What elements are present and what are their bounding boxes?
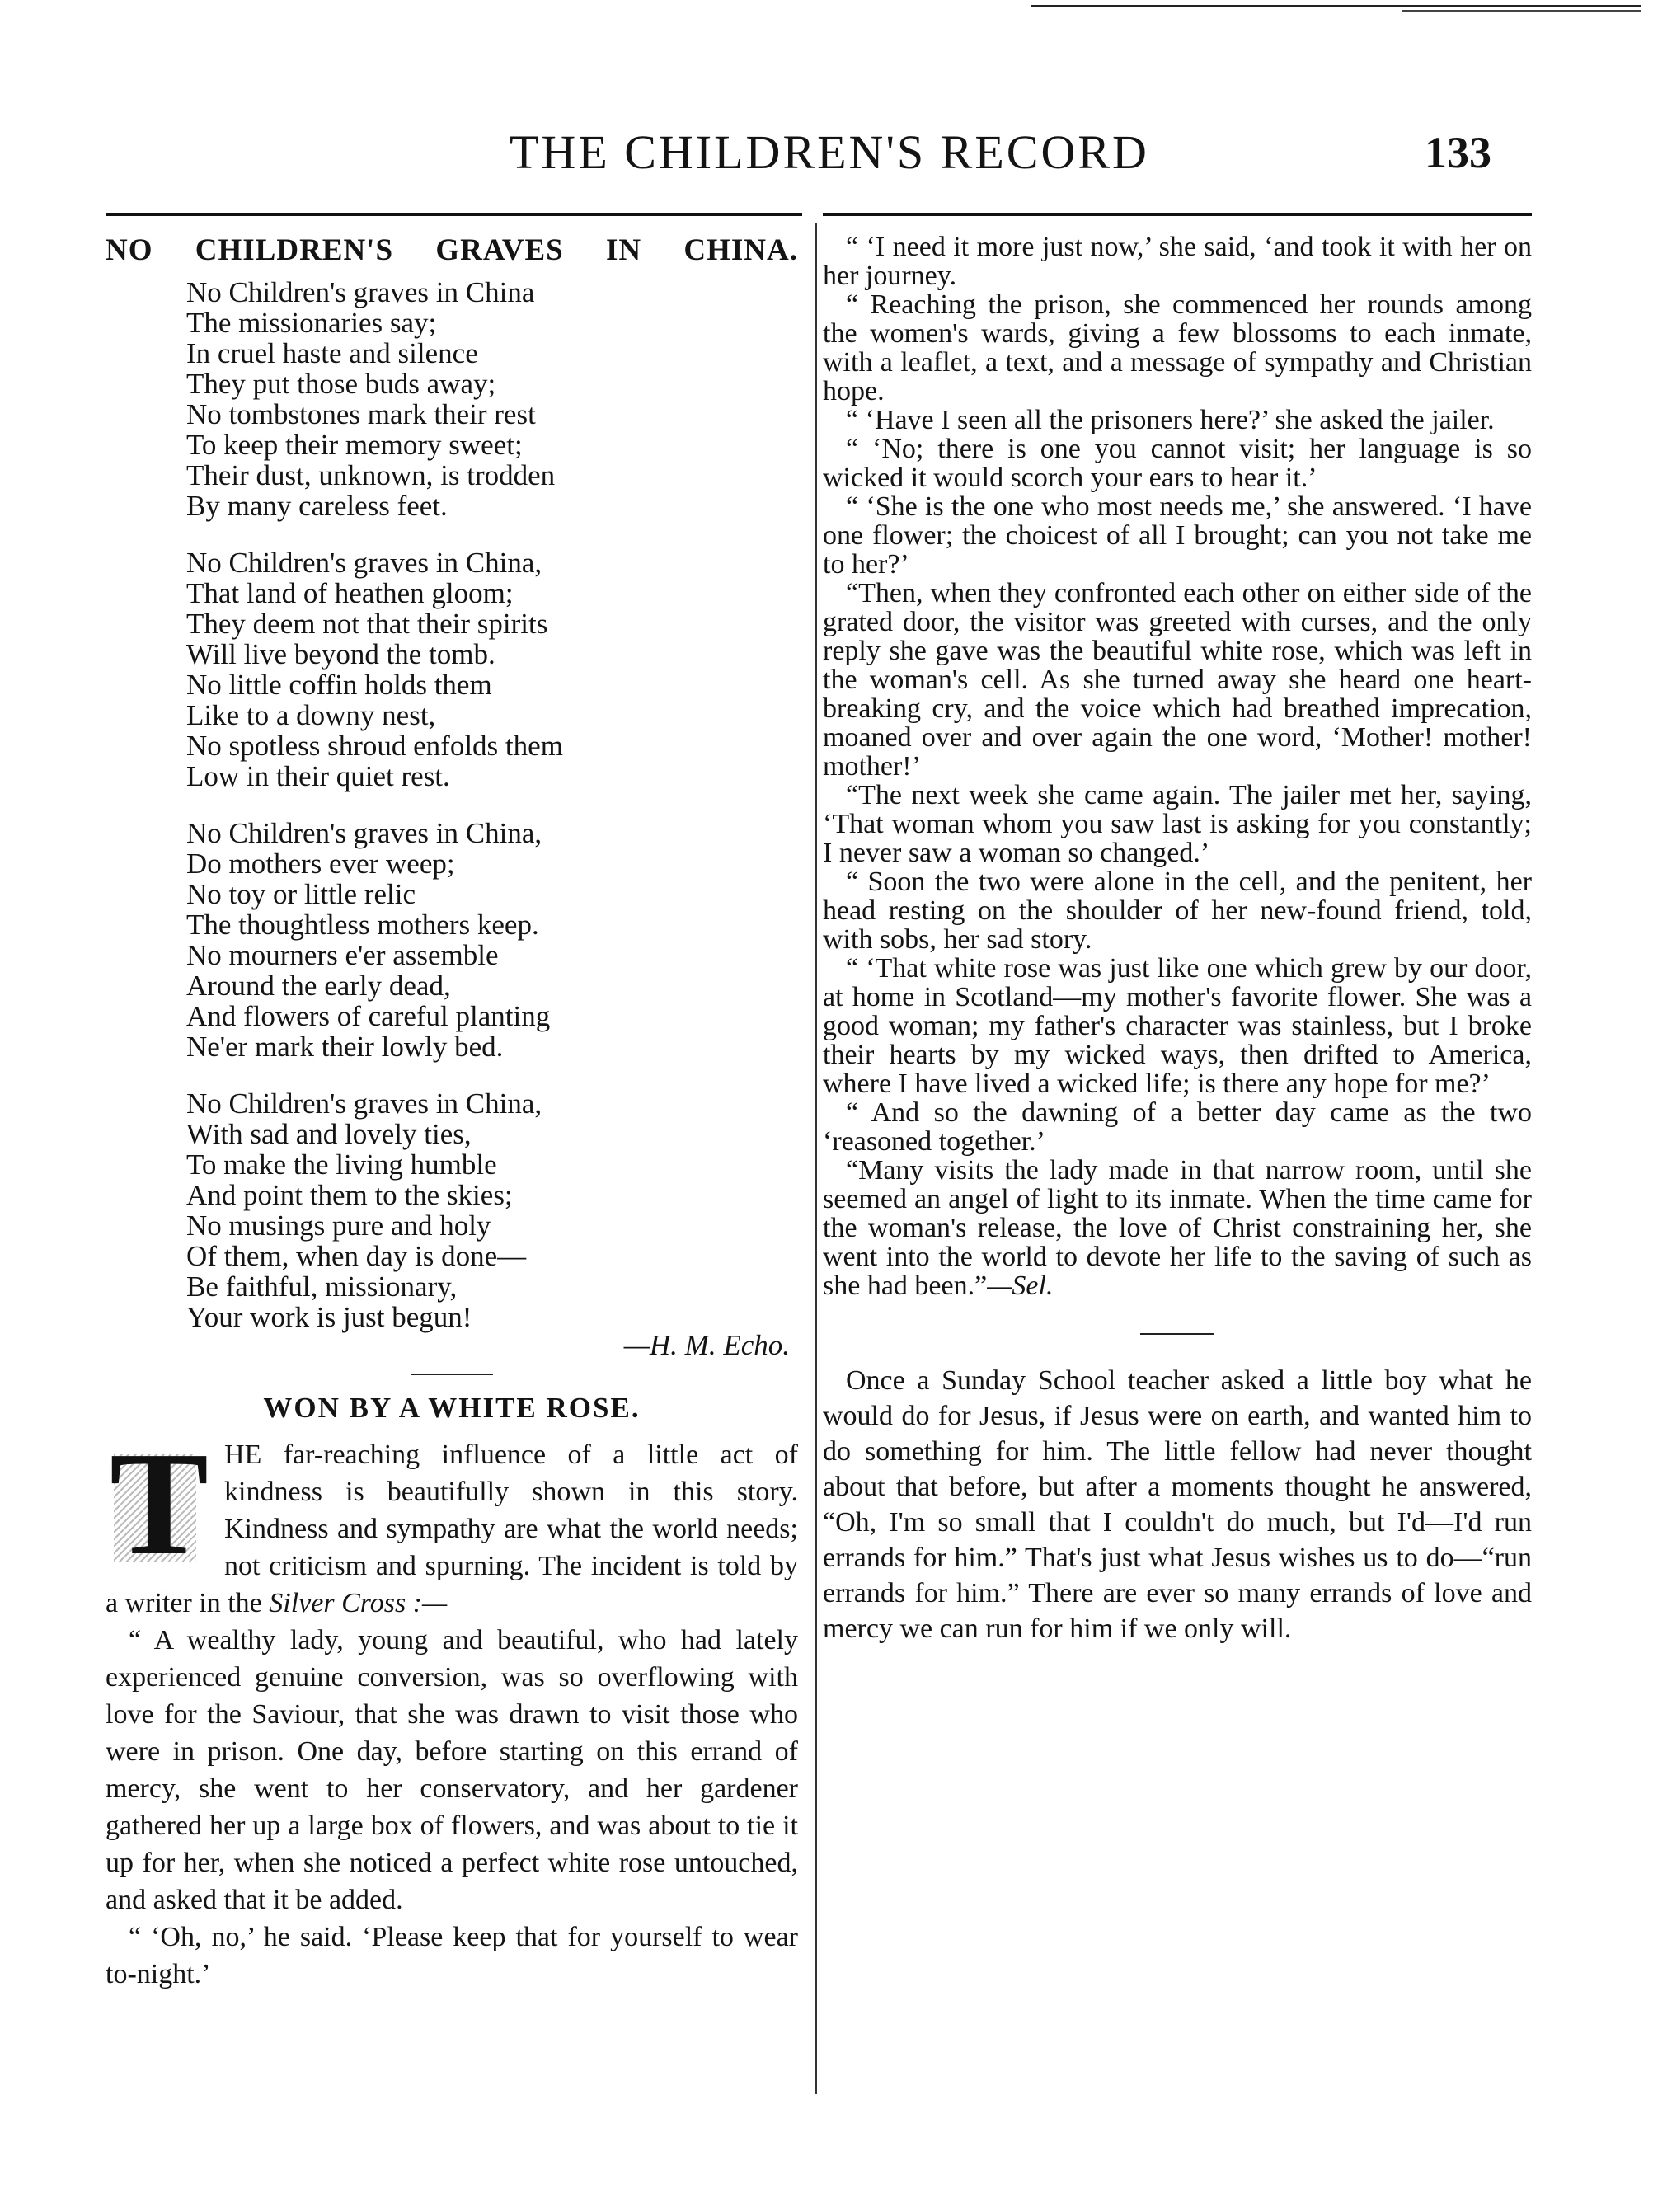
story-paragraph: “ Soon the two were alone in the cell, and the penitent, her head resting on the shoulder of her new-found friend, told, with sobs, her sad story. bbox=[823, 866, 1532, 955]
story-right-paragraphs bbox=[823, 232, 1532, 1300]
poem-line: In cruel haste and silence bbox=[186, 337, 478, 369]
poem-line: With sad and lovely ties, bbox=[186, 1118, 472, 1150]
poem-line: Ne'er mark their lowly bed. bbox=[186, 1031, 504, 1063]
section-rule bbox=[411, 1374, 493, 1375]
final-story-paragraph bbox=[823, 1156, 1532, 1300]
right-column bbox=[823, 232, 1532, 1646]
poem-line: By many careless feet. bbox=[186, 490, 448, 522]
story-paragraph: “ ‘That white rose was just like one which grew by our door, at home in Scotland—my mother's favorite flower. She was a good woman; my father's character was stainless, but I broke their hearts by my wicked ways, then drifted to America, where I have lived a wicked life; is there any hope for me?’ bbox=[823, 953, 1532, 1099]
story-paragraph: “ ‘No; there is one you cannot visit; her language is so wicked it would scorch your ears to hear it.’ bbox=[823, 434, 1532, 493]
story-paragraph: “ And so the dawning of a better day came as the two ‘reasoned together.’ bbox=[823, 1097, 1532, 1157]
poem-line: Low in their quiet rest. bbox=[186, 760, 450, 792]
poem-line: Their dust, unknown, is trodden bbox=[186, 459, 556, 491]
story-left-paragraphs bbox=[106, 1622, 798, 1993]
poem-stanza bbox=[186, 547, 798, 791]
source-name: Silver Cross :— bbox=[269, 1588, 448, 1618]
poem-line: No spotless shroud enfolds them bbox=[186, 730, 563, 762]
poem-line: Do mothers ever weep; bbox=[186, 848, 455, 880]
poem-line: Around the early dead, bbox=[186, 970, 451, 1002]
poem-title: NO CHILDREN'S GRAVES IN CHINA. bbox=[106, 233, 798, 267]
story-paragraph: “ ‘She is the one who most needs me,’ she answered. ‘I have one flower; the choicest of all I brought; can you not take me to her?’ bbox=[823, 491, 1532, 580]
story-paragraph: “Many visits the lady made in that narrow room, until she seemed an angel of light to its inmate. When the time came for the woman's release, the love of Christ constraining her, she went into the world to devote her life to the saving of such as she had been.” bbox=[823, 1155, 1532, 1301]
running-title: THE CHILDREN'S RECORD bbox=[510, 125, 1149, 179]
poem-line: No musings pure and holy bbox=[186, 1209, 491, 1242]
header-rule-right bbox=[823, 213, 1532, 216]
source-credit: —Sel. bbox=[987, 1270, 1054, 1301]
header-rule-left bbox=[106, 213, 802, 216]
poem-line: Of them, when day is done— bbox=[186, 1240, 527, 1272]
story-paragraph: “ ‘Oh, no,’ he said. ‘Please keep that for yourself to wear to-night.’ bbox=[106, 1922, 798, 1989]
poem bbox=[186, 277, 798, 1332]
closing-rule bbox=[1140, 1333, 1214, 1335]
page-header bbox=[0, 124, 1653, 190]
poem-line: No Children's graves in China, bbox=[186, 1087, 542, 1120]
poem-line: That land of heathen gloom; bbox=[186, 577, 514, 609]
story-paragraph: “The next week she came again. The jailer met her, saying, ‘That woman whom you saw last is asking for you constantly; I never saw a woman so changed.’ bbox=[823, 780, 1532, 868]
poem-line: Will live beyond the tomb. bbox=[186, 638, 495, 670]
poem-line: No mourners e'er assemble bbox=[186, 939, 499, 971]
story-paragraph: “ ‘Have I seen all the prisoners here?’ she asked the jailer. bbox=[846, 405, 1495, 435]
poem-line: No tombstones mark their rest bbox=[186, 398, 536, 430]
poem-line: They put those buds away; bbox=[186, 368, 496, 400]
poem-line: They deem not that their spirits bbox=[186, 608, 548, 640]
poem-line: The missionaries say; bbox=[186, 307, 437, 339]
poem-line: To keep their memory sweet; bbox=[186, 429, 523, 461]
poem-line: And flowers of careful planting bbox=[186, 1000, 551, 1032]
poem-line: Your work is just begun! bbox=[186, 1301, 472, 1333]
top-edge-rule bbox=[1031, 5, 1641, 7]
poem-line: Be faithful, missionary, bbox=[186, 1270, 458, 1303]
closing-paragraph: Once a Sunday School teacher asked a little boy what he would do for Jesus, if Jesus were on earth, and wanted him to do something for him. The little fellow had never thought about that before, but after a moments thought he answered, “Oh, I'm so small that I couldn't do much, but I'd—I'd run errands for him.” That's just what Jesus wishes us to do—“run errands for him.” There are ever so many errands of love and mercy we can run for him if we only will. bbox=[823, 1365, 1532, 1644]
story-paragraph: “ A wealthy lady, young and beautiful, who had lately experienced genuine conversion, was so overflowing with love for the Saviour, that she was drawn to visit those who were in prison. One day, before starting on this errand of mercy, she went to her conservatory, and her gardener gathered her up a large box of flowers, and was about to tie it up for her, when she noticed a perfect white rose untouched, and asked that it be added. bbox=[106, 1625, 798, 1915]
dropcap-letter: T bbox=[106, 1438, 213, 1576]
intro-text: HE far-reaching influence of a little act of kindness is beautifully shown in this story. Kindness and sympathy are what the world needs; not criticism and spurning. The incident is told by a writer in the bbox=[106, 1439, 798, 1618]
poem-line: No Children's graves in China bbox=[186, 276, 535, 308]
poem-line: To make the living humble bbox=[186, 1148, 497, 1181]
poem-line: Like to a downy nest, bbox=[186, 699, 436, 731]
page-number: 133 bbox=[1425, 128, 1491, 177]
left-column bbox=[106, 232, 798, 1993]
poem-stanza bbox=[186, 818, 798, 1062]
poem-line: The thoughtless mothers keep. bbox=[186, 909, 539, 941]
story-intro bbox=[106, 1421, 798, 1622]
story-paragraph: “ ‘I need it more just now,’ she said, ‘and took it with her on her journey. bbox=[823, 232, 1532, 291]
poem-line: No toy or little relic bbox=[186, 878, 416, 910]
story-title: WON BY A WHITE ROSE. bbox=[263, 1392, 641, 1424]
poem-line: No Children's graves in China, bbox=[186, 547, 542, 579]
top-edge-rule-secondary bbox=[1402, 10, 1641, 12]
poem-line: No little coffin holds them bbox=[186, 669, 492, 701]
story-paragraph: “ Reaching the prison, she commenced her rounds among the women's wards, giving a few blossoms to each inmate, with a leaflet, a text, and a message of sympathy and Christian hope. bbox=[823, 289, 1532, 406]
poem-attribution: —H. M. Echo. bbox=[623, 1329, 790, 1361]
story-paragraph: “Then, when they confronted each other on either side of the grated door, the visitor was greeted with curses, and the only reply she gave was the beautiful white rose, which was left in the woman's cell. As she turned away she heard one heart-breaking cry, and the voice which had breathed imprecation, moaned over and over again the one word, ‘Mother! mother! mother!’ bbox=[823, 578, 1532, 782]
poem-stanza bbox=[186, 1088, 798, 1332]
column-divider bbox=[815, 223, 817, 2094]
poem-line: No Children's graves in China, bbox=[186, 817, 542, 849]
poem-stanza bbox=[186, 277, 798, 521]
poem-line: And point them to the skies; bbox=[186, 1179, 513, 1211]
